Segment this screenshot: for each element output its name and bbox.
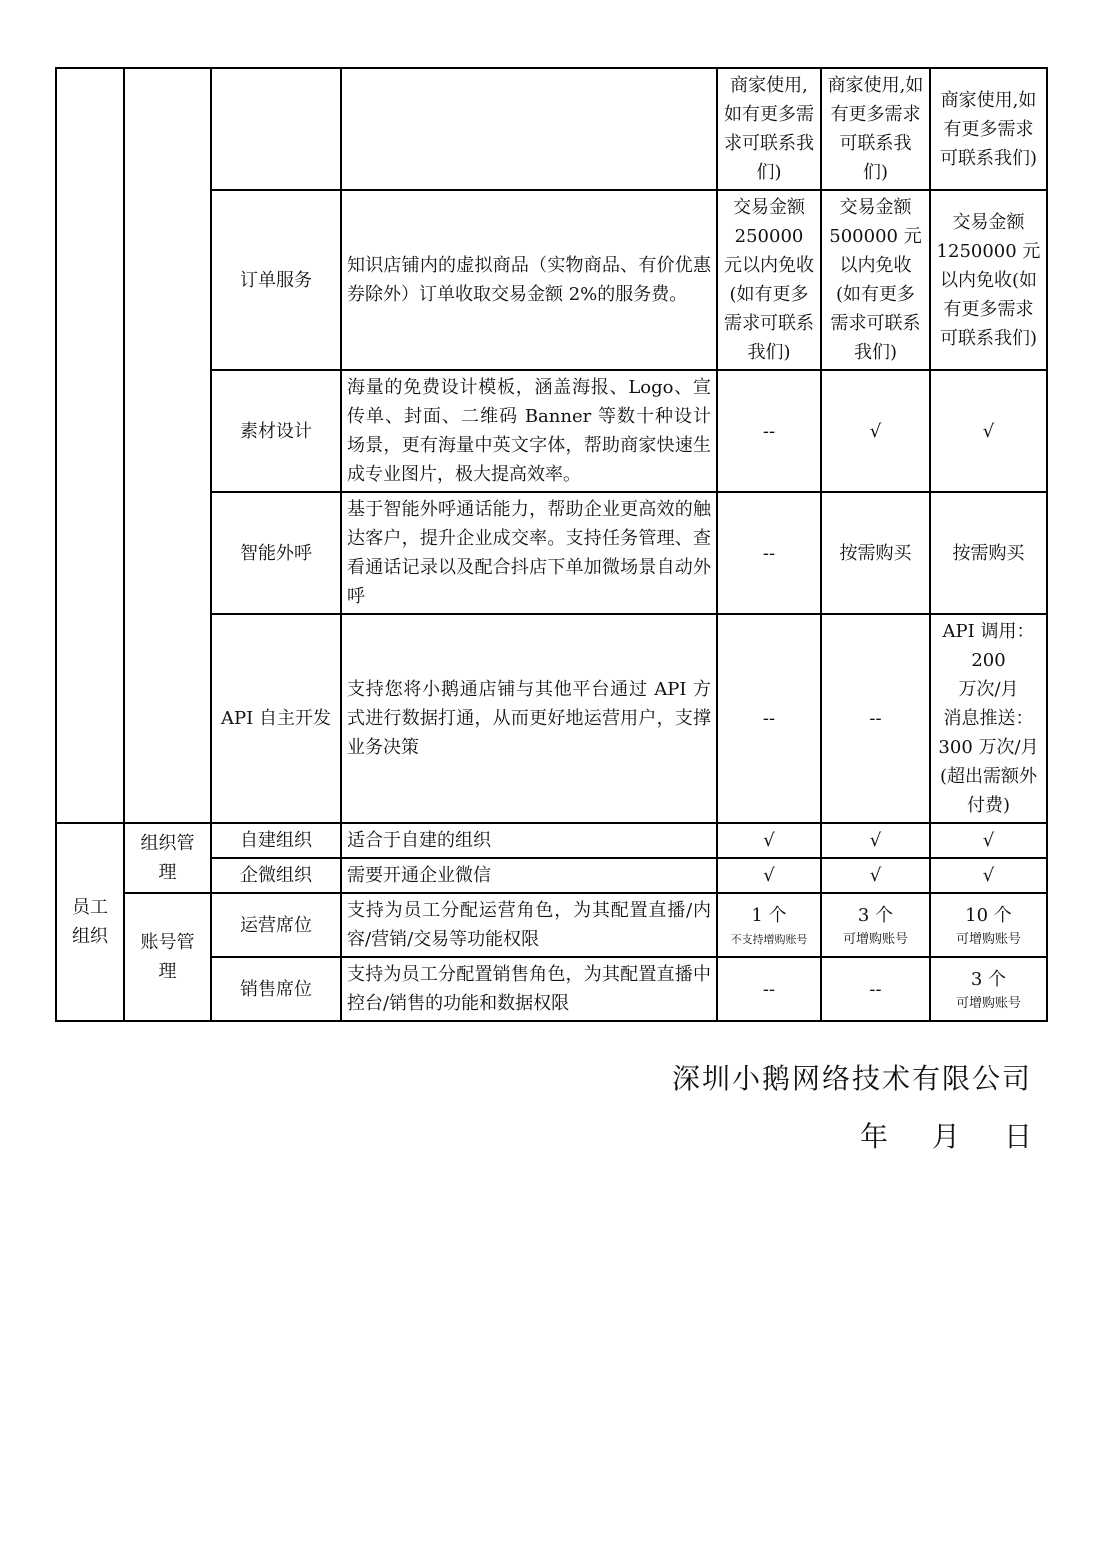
feature-name: API 自主开发 bbox=[211, 614, 341, 823]
flagship-cell bbox=[930, 614, 1047, 823]
flagship-cell: √ bbox=[930, 370, 1047, 492]
feature-desc: 海量的免费设计模板，涵盖海报、Logo、宣传单、封面、二维码 Banner 等数十种设计场景，更有海量中英文字体，帮助商家快速生成专业图片，极大提高效率。 bbox=[341, 370, 717, 492]
basic-cell: -- bbox=[717, 957, 821, 1021]
api-quota-line: (超出需额外 bbox=[939, 766, 1038, 787]
pro-cell: 按需购买 bbox=[821, 492, 930, 614]
seat-note: 可增购账号 bbox=[955, 995, 1021, 1011]
pro-cell bbox=[821, 893, 930, 957]
flagship-cell bbox=[930, 957, 1047, 1021]
feature-name: 自建组织 bbox=[211, 823, 341, 858]
basic-cell: -- bbox=[717, 492, 821, 614]
feature-table bbox=[55, 67, 1048, 1022]
subgroup-label: 账号管理 bbox=[140, 932, 195, 982]
api-quota-line: 付费) bbox=[966, 795, 1011, 816]
pro-cell: -- bbox=[821, 614, 930, 823]
pro-cell: -- bbox=[821, 957, 930, 1021]
flagship-cell: √ bbox=[930, 858, 1047, 893]
flagship-cell: 商家使用,如有更多需求可联系我们) bbox=[930, 68, 1047, 190]
table-row bbox=[56, 893, 1047, 957]
group-cell-empty bbox=[56, 68, 124, 823]
feature-desc: 支持为员工分配置销售角色，为其配置直播中控台/销售的功能和数据权限 bbox=[341, 957, 717, 1021]
table-row bbox=[56, 68, 1047, 190]
flagship-cell: √ bbox=[930, 823, 1047, 858]
seat-count: 3 个 bbox=[970, 968, 1007, 990]
pro-cell: √ bbox=[821, 823, 930, 858]
feature-name: 运营席位 bbox=[211, 893, 341, 957]
month-label: 月 bbox=[931, 1120, 960, 1153]
seat-note: 可增购账号 bbox=[955, 931, 1021, 947]
desc-cell-empty bbox=[341, 68, 717, 190]
pro-cell: 商家使用,如有更多需求可联系我们) bbox=[821, 68, 930, 190]
api-quota-line: 消息推送： bbox=[943, 708, 1034, 729]
group-label: 员工组织 bbox=[72, 897, 108, 947]
feature-desc: 基于智能外呼通话能力，帮助企业更高效的触达客户，提升企业成交率。支持任务管理、查看通话记录以及配合抖店下单加微场景自动外呼 bbox=[341, 492, 717, 614]
flagship-cell bbox=[930, 893, 1047, 957]
seat-count: 1 个 bbox=[751, 904, 787, 926]
seat-note: 不支持增购账号 bbox=[730, 932, 808, 946]
feature-desc: 支持您将小鹅通店铺与其他平台通过 API 方式进行数据打通，从而更好地运营用户，支撑业务决策 bbox=[341, 614, 717, 823]
basic-cell: 商家使用,如有更多需求可联系我们) bbox=[717, 68, 821, 190]
pro-cell: 交易金额500000 元以内免收(如有更多需求可联系我们) bbox=[821, 190, 930, 370]
feature-name: 销售席位 bbox=[211, 957, 341, 1021]
basic-cell: -- bbox=[717, 614, 821, 823]
feature-desc: 支持为员工分配运营角色，为其配置直播/内容/营销/交易等功能权限 bbox=[341, 893, 717, 957]
feature-name: 智能外呼 bbox=[211, 492, 341, 614]
seat-count: 3 个 bbox=[857, 904, 894, 926]
api-quota-line: 万次/月 bbox=[958, 679, 1019, 700]
feature-name: 企微组织 bbox=[211, 858, 341, 893]
group-staff-org bbox=[56, 823, 124, 1021]
date-line bbox=[860, 1115, 1032, 1155]
basic-cell bbox=[717, 893, 821, 957]
table-row bbox=[56, 823, 1047, 858]
day-label: 日 bbox=[1003, 1120, 1032, 1153]
subgroup-account-mgmt bbox=[124, 893, 211, 1021]
year-label: 年 bbox=[859, 1120, 888, 1153]
basic-cell: √ bbox=[717, 823, 821, 858]
subgroup-label: 组织管理 bbox=[140, 833, 195, 883]
feature-name: 订单服务 bbox=[211, 190, 341, 370]
pro-cell: √ bbox=[821, 858, 930, 893]
subgroup-org-mgmt bbox=[124, 823, 211, 893]
api-quota-line: 300 万次/月 bbox=[938, 737, 1039, 758]
feature-desc: 需要开通企业微信 bbox=[341, 858, 717, 893]
basic-cell: √ bbox=[717, 858, 821, 893]
subgroup-cell-empty bbox=[124, 68, 211, 823]
feature-desc: 适合于自建的组织 bbox=[341, 823, 717, 858]
flagship-cell: 交易金额1250000 元以内免收(如有更多需求可联系我们) bbox=[930, 190, 1047, 370]
seat-note: 可增购账号 bbox=[842, 931, 908, 947]
feature-desc: 知识店铺内的虚拟商品（实物商品、有价优惠券除外）订单收取交易金额 2%的服务费。 bbox=[341, 190, 717, 370]
feature-name: 素材设计 bbox=[211, 370, 341, 492]
seat-count: 10 个 bbox=[965, 904, 1012, 926]
basic-cell: 交易金额250000 元以内免收(如有更多需求可联系我们) bbox=[717, 190, 821, 370]
feature-cell-empty bbox=[211, 68, 341, 190]
api-quota-line: API 调用：200 bbox=[942, 621, 1035, 671]
company-name: 深圳小鹅网络技术有限公司 bbox=[671, 1062, 1032, 1095]
basic-cell: -- bbox=[717, 370, 821, 492]
flagship-cell: 按需购买 bbox=[930, 492, 1047, 614]
pro-cell: √ bbox=[821, 370, 930, 492]
